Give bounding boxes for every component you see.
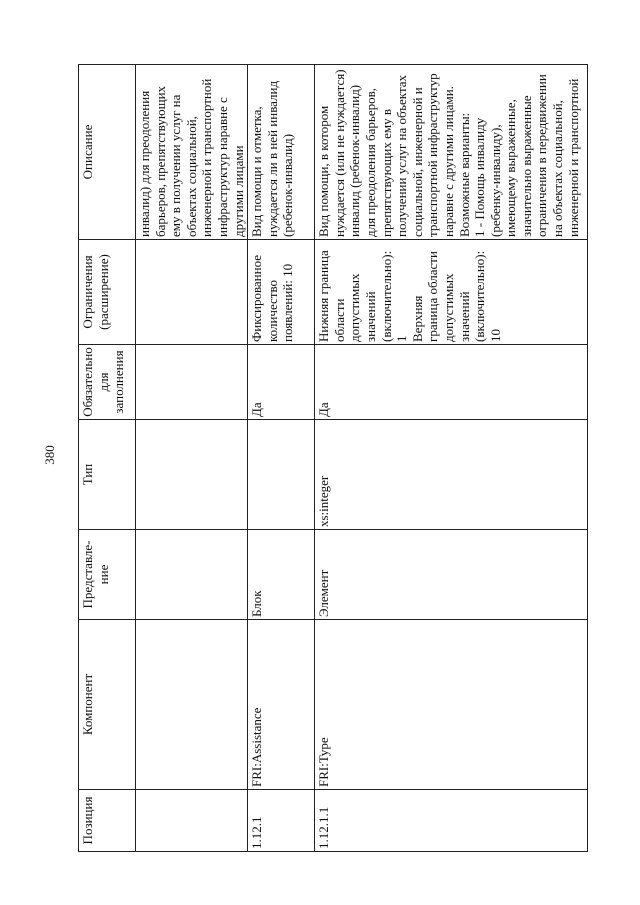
cell-representation	[136, 530, 248, 620]
table-row	[248, 65, 315, 852]
cell-text-line: Да	[249, 402, 265, 417]
cell-text-line: ние	[95, 564, 111, 585]
cell-type	[248, 420, 315, 530]
cell-type	[315, 420, 588, 530]
cell-text-line: количество	[264, 279, 280, 342]
header-description	[79, 65, 136, 240]
cell-text-line: Нижняя граница	[316, 250, 332, 342]
cell-component	[248, 620, 315, 790]
cell-text-line: ограничения в передвижении	[534, 74, 550, 237]
cell-type	[136, 420, 248, 530]
cell-description	[248, 65, 315, 240]
cell-text-line: значительно выраженные	[518, 95, 534, 237]
cell-text-line: барьеров, препятствующих	[152, 85, 168, 237]
cell-text-line: для преодоления барьеров,	[362, 88, 378, 237]
cell-text-line: объектах социальной,	[183, 116, 199, 237]
cell-text-line: FRI:Type	[316, 737, 332, 787]
cell-position	[315, 790, 588, 852]
header-position	[79, 790, 136, 852]
cell-representation	[315, 530, 588, 620]
cell-text-line: значений	[362, 291, 378, 342]
cell-text-line: препятствующих ему в	[378, 109, 394, 237]
cell-text-line: Верхняя	[409, 295, 425, 342]
cell-text-line: инвалид) для преодоления	[137, 90, 152, 237]
header-restrictions	[79, 240, 136, 345]
cell-text-line: на объектах социальной,	[550, 100, 566, 237]
cell-required	[136, 345, 248, 420]
header-representation	[79, 530, 136, 620]
cell-description	[136, 65, 248, 240]
cell-position	[136, 790, 248, 852]
cell-text-line: Обязательно	[80, 347, 95, 417]
cell-text-line: нуждается ли в ней инвалид	[264, 80, 280, 237]
table-row	[315, 65, 588, 852]
data-table	[78, 64, 588, 852]
cell-text-line: инвалид (ребенок-инвалид)	[347, 84, 363, 237]
cell-text-line: Вид помощи, в котором	[316, 105, 332, 237]
cell-text-line: (ребенку-инвалиду),	[487, 124, 503, 237]
cell-text-line: (включительно):	[472, 250, 488, 342]
cell-text-line: Позиция	[80, 796, 95, 845]
cell-text-line: Ограничения	[80, 255, 95, 329]
cell-text-line: допустимых	[347, 273, 363, 342]
cell-restrictions	[136, 240, 248, 345]
cell-text-line: 1 - Помощь инвалиду	[472, 117, 488, 237]
cell-text-line: значений	[456, 291, 472, 342]
cell-representation	[248, 530, 315, 620]
cell-text-line: 1.12.1	[249, 816, 265, 849]
cell-text-line: Фиксированное	[249, 254, 265, 342]
cell-component	[315, 620, 588, 790]
cell-text-line: имеющему выраженные,	[503, 99, 519, 237]
cell-text-line: нуждается (или не нуждается)	[331, 69, 347, 237]
header-required	[79, 345, 136, 420]
cell-text-line: инфраструктур наравне с	[214, 97, 230, 237]
cell-required	[315, 345, 588, 420]
header-component	[79, 620, 136, 790]
header-row	[79, 65, 136, 852]
cell-position	[248, 790, 315, 852]
cell-text-line: появлений: 10	[280, 263, 296, 342]
cell-restrictions	[248, 240, 315, 345]
cell-text-line: 1	[394, 335, 410, 342]
cell-text-line: социальной, инженерной и	[409, 87, 425, 237]
page-number: 380	[42, 445, 57, 465]
cell-component	[136, 620, 248, 790]
cell-required	[248, 345, 315, 420]
cell-description	[315, 65, 588, 240]
cell-text-line: инженерной и транспортной	[199, 78, 215, 237]
cell-text-line: Блок	[249, 590, 265, 617]
cell-text-line: транспортной инфраструктур	[425, 73, 441, 237]
cell-text-line: области	[331, 298, 347, 342]
cell-text-line: Тип	[80, 463, 95, 486]
cell-text-line: граница области	[425, 251, 441, 342]
cell-text-line: получении услуг на объектах	[394, 74, 410, 237]
cell-text-line: инженерной и транспортной	[565, 78, 581, 237]
cell-text-line: 1.12.1.1	[316, 806, 332, 849]
cell-text-line: наравне с другими лицами.	[440, 86, 456, 237]
header-type	[79, 420, 136, 530]
cell-text-line: другими лицами	[230, 145, 246, 237]
cell-text-line: Описание	[80, 124, 95, 180]
cell-text-line: (расширение)	[95, 254, 111, 330]
cell-text-line: (включительно):	[378, 250, 394, 342]
cell-text-line: допустимых	[440, 273, 456, 342]
cell-text-line: xs:integer	[316, 475, 332, 527]
cell-text-line: (ребенок-инвалид)	[280, 133, 296, 237]
cell-text-line: Да	[316, 402, 332, 417]
cell-text-line: для	[95, 372, 111, 392]
cell-text-line: FRI:Assistance	[249, 707, 265, 787]
table-row	[136, 65, 248, 852]
cell-restrictions	[315, 240, 588, 345]
rotated-table-container	[78, 65, 585, 852]
cell-text-line: Представле-	[80, 540, 95, 609]
cell-text-line: Элемент	[316, 569, 332, 617]
cell-text-line: заполнения	[111, 350, 127, 414]
cell-text-line: Компонент	[80, 673, 95, 736]
cell-text-line: Возможные варианты:	[456, 112, 472, 237]
cell-text-line: ему в получении услуг на	[168, 94, 184, 237]
cell-text-line: 10	[487, 329, 503, 342]
cell-text-line: Вид помощи и отметка,	[249, 106, 265, 237]
